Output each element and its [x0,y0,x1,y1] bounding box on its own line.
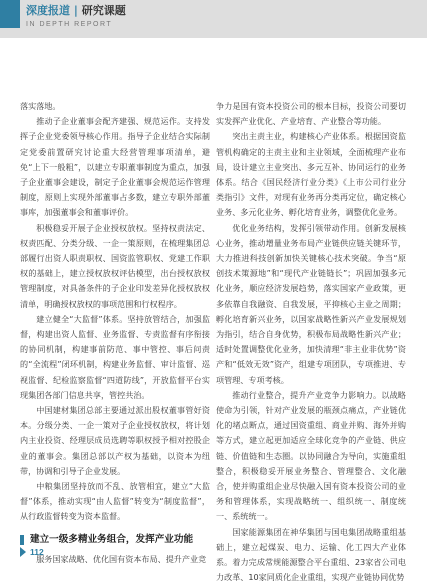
section-title: 深度报道 [26,4,70,17]
body-paragraph: 推动子企业董事会配齐建强、规范运作。支持发挥子企业党委领导核心作用。指导子企业结合实际制定党委前置研究讨论重大经营管理事项清单，避免“上下一般粗”，以建立专职董事制度为重点，加强子企业董事会建设，制定子企业董事会规范运作管理制度，原则上实现外部董事占多数，建立专职外部董事库，加强董事会和董事评价。 [20,116,210,218]
body-paragraph: 推动行业整合，提升产业竞争力影响力。以战略使命为引领，针对产业发展的瓶颈点痛点，产业链优化的堵点断点，通过国资重组、商业并购、海外并购等方式，建立起更加适应全球化竞争的产业链、供应链、价值链和生态圈。以协同融合为导向，实施重组整合，积极稳妥开展业务整合、管理整合、文化融合，使并购重组企业尽快融入国有资本投资公司的业务和管理体系，实现战略统一、组织统一、制度统一、系统统一。 [216,389,406,522]
header-color-tab [0,0,20,28]
body-paragraph: 争力是国有资本投资公司的根本目标，投资公司要切实发挥产业优化、产业培育、产业整合等功能。 [216,101,406,127]
body-paragraph: 突出主责主业，构建核心产业体系。根据国资监管机构确定的主责主业和主业领域，全面梳理产业布局，设计建立主业突出、多元互补、协同运行的业务体系。结合《国民经济行业分类》《上市公司行业分类指引》文件，对现有业务再分类再定位，确定核心业务、多元化业务、孵化培育业务，调整优化业务。 [216,131,406,218]
body-paragraph: 服务国家战略、优化国有资本布局、提升产业竞 [36,553,207,564]
body-paragraph: 积极稳妥开展子企业授权放权。坚持权责法定、权责匹配、分类分级、一企一策原则，在梳理集团总部履行出资人职责职权、国资监管职权、党建工作职权的基础上，建立授权放权评估模型，出台授权放权管理制度，对具备条件的子企业印发差异化授权放权清单，明确授权放权的事项范围和行权程序。 [20,222,210,309]
heading-marker-icon [20,535,24,545]
page-marker-icon [20,547,26,557]
body-paragraph: 优化业务结构，发挥引领带动作用。创新发展核心业务，推动增量业务布局产业链供应链关键环节，大力推进科技创新加快关键核心技术突破。争当“原创技术策源地”和“现代产业链链长”；巩固加强多元化业务，顺应经济发展趋势，落实国家产业政策，更多依靠自我融资、自我发展，平抑核心主业之周期；孵化培育新兴业务，以国家战略性新兴产业发展规划为指引，结合自身优势，积极布局战略性新兴产业；适时处置调整优化业务，加快清理“非主业非优势”资产和“低效无效”资产，组建专项团队，专项推进、专项管理、专项考核。 [216,222,406,385]
section-heading [20,533,210,547]
left-column [20,99,210,567]
body-paragraph: 国家能源集团在神华集团与国电集团战略重组基础上，建立起煤炭、电力、运输、化工四大产业体系。着力完成常规能源整合平台重组、23家省公司电力改革、10家同质化企业重组，实现产业链协同优势 [216,526,406,583]
body-paragraph: 落实落地。 [20,101,61,111]
body-paragraph: 中国建材集团总部主要通过派出股权董事管好资本。分级分类、一企一策对子企业授权放权，将计划内主业投资、经理层成员选聘等职权授予相对控股企业的董事会。集团总部以产权为基础，以资本为纽带，协调和引导子企业发展。 [20,405,210,476]
column-title: 研究课题 [81,4,126,17]
header-title [26,5,126,17]
right-column [216,99,406,586]
section-title-en: IN DEPTH REPORT [26,21,113,28]
body-paragraph: 建立健全“大监督”体系。坚持放管结合，加强监督，构建出资人监督、业务监督、专责监督有序衔接的协同机制，构建事前防范、事中管控、事后问责的“全流程”闭环机制，构建业务监督、审计监督、巡视监督、纪检监察监督“四道防线”，开放监督平台实现集团各部门信息共享，管控共治。 [20,313,210,400]
section-heading-text: 建立一级多精业务组合，发挥产业功能 [30,533,194,545]
page-number: 112 [30,547,44,557]
header-separator: | [73,4,78,17]
body-paragraph: 中粮集团坚持放而不乱、放管相宜，建立“大监督”体系，推动实现“由人监督”转变为“制度监督”，从行政监督转变为资本监督。 [20,481,210,522]
page-header [0,0,427,38]
page-footer [20,546,44,558]
